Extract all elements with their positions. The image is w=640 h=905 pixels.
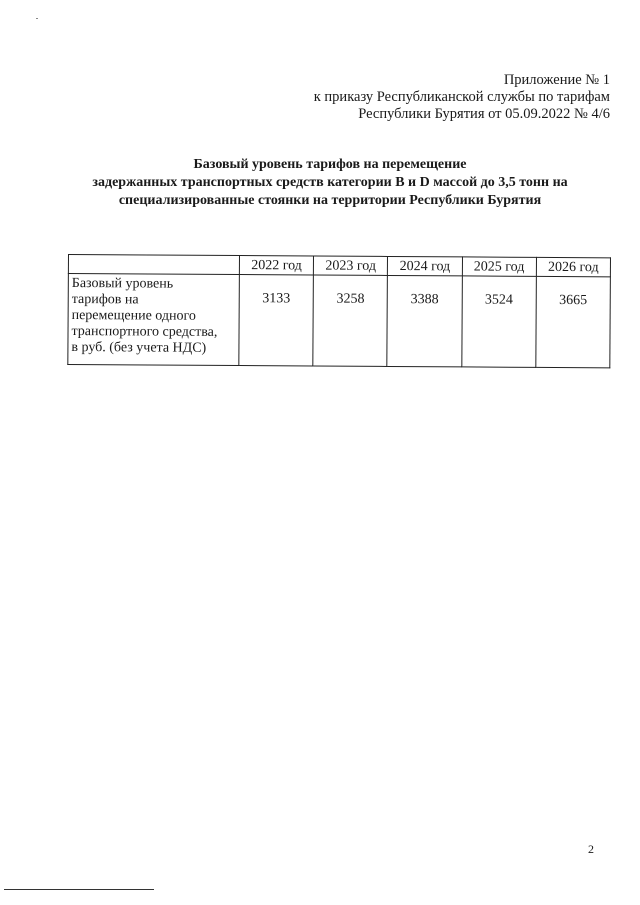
scan-speck — [36, 18, 38, 19]
value-2022: 3133 — [239, 275, 314, 366]
title-line-3: специализированные стоянки на территории Республики Бурятия — [118, 193, 542, 208]
appendix-line-3: Республики Бурятия от 05.09.2022 № 4/6 — [358, 106, 610, 122]
row-label-line-5: в руб. (без учета НДС) — [71, 340, 207, 356]
value-2025: 3524 — [461, 276, 536, 367]
row-label-line-4: транспортного средства, — [71, 324, 218, 340]
header-year-2025: 2025 год — [462, 257, 536, 276]
header-year-2023: 2023 год — [314, 256, 388, 275]
value-2024: 3388 — [387, 275, 462, 366]
document-title — [40, 156, 620, 210]
title-line-2: задержанных транспортных средств категории В и D массой до 3,5 тонн на — [92, 175, 568, 190]
header-empty-cell — [68, 255, 239, 275]
footnote-separator-line — [4, 889, 154, 890]
appendix-line-1: Приложение № 1 — [503, 72, 610, 88]
row-label-line-1: Базовый уровень — [71, 276, 174, 292]
row-label-line-3: перемещение одного — [71, 308, 196, 324]
value-2023: 3258 — [313, 275, 388, 366]
header-year-2026: 2026 год — [536, 257, 610, 276]
header-year-2024: 2024 год — [388, 256, 462, 275]
tariff-table — [67, 254, 611, 368]
appendix-line-2: к приказу Республиканской службы по тарифам — [313, 89, 610, 105]
page-number: 2 — [588, 842, 594, 856]
header-year-2022: 2022 год — [239, 256, 313, 275]
row-label-cell — [68, 274, 240, 366]
appendix-reference — [190, 72, 610, 123]
title-line-1: Базовый уровень тарифов на перемещение — [193, 157, 467, 172]
value-2026: 3665 — [536, 276, 611, 367]
table-row — [68, 274, 611, 368]
row-label-line-2: тарифов на — [71, 292, 139, 308]
